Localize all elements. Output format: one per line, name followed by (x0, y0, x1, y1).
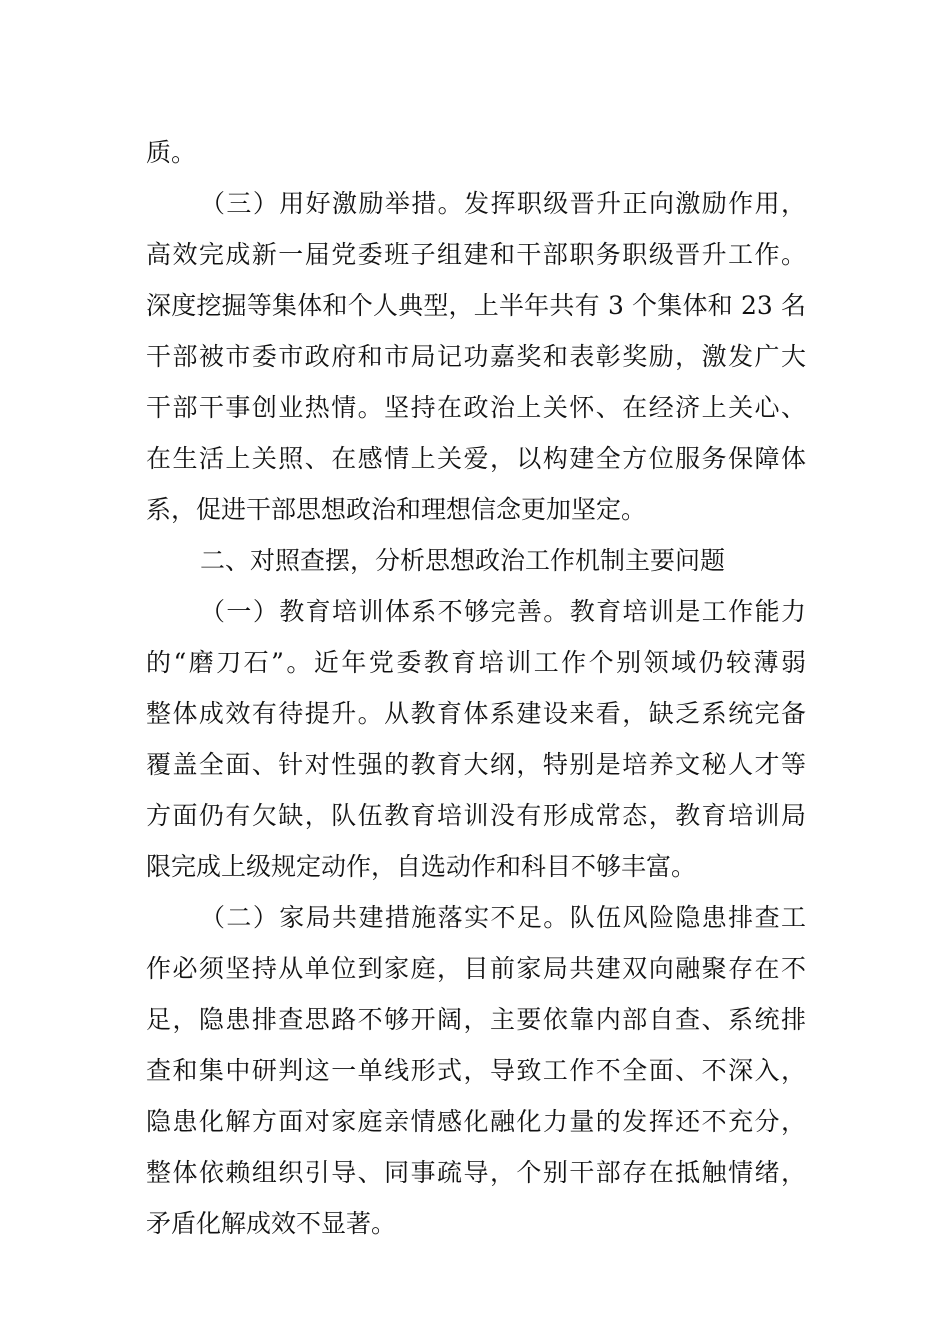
section-2-heading: 二、对照查摆，分析思想政治工作机制主要问题 (200, 546, 726, 575)
text-line-12: 整体成效有待提升。从教育体系建设来看，缺乏系统完备 (146, 699, 806, 728)
text-line-4: 深度挖掘等集体和个人典型，上半年共有 3 个集体和 23 名 (146, 291, 806, 320)
text-line-5: 干部被市委市政府和市局记功嘉奖和表彰奖励，激发广大 (146, 342, 806, 371)
text-line-7: 在生活上关照、在感情上关爱，以构建全方位服务保障体 (146, 444, 806, 473)
text-line-18: 足，隐患排查思路不够开阔，主要依靠内部自查、系统排 (146, 1005, 806, 1034)
text-line-3: 高效完成新一届党委班子组建和干部职务职级晋升工作。 (146, 240, 806, 269)
text-line-20: 隐患化解方面对家庭亲情感化融化力量的发挥还不充分， (146, 1107, 806, 1136)
subsection-1-heading-line: （一）教育培训体系不够完善。教育培训是工作能力 (200, 597, 806, 626)
text-line-22: 矛盾化解成效不显著。 (146, 1209, 397, 1238)
subsection-2-heading-line: （二）家局共建措施落实不足。队伍风险隐患排查工 (200, 903, 806, 932)
text-line-14: 方面仍有欠缺，队伍教育培训没有形成常态，教育培训局 (146, 801, 806, 830)
text-line-1: 质。 (146, 138, 197, 167)
section-3-heading-line: （三）用好激励举措。发挥职级晋升正向激励作用， (200, 189, 806, 218)
text-line-11: 的“磨刀石”。近年党委教育培训工作个别领域仍较薄弱 (146, 648, 806, 677)
text-line-17: 作必须坚持从单位到家庭，目前家局共建双向融聚存在不 (146, 954, 806, 983)
text-line-13: 覆盖全面、针对性强的教育大纲，特别是培养文秘人才等 (146, 750, 806, 779)
text-line-8: 系，促进干部思想政治和理想信念更加坚定。 (146, 495, 647, 524)
text-line-19: 查和集中研判这一单线形式，导致工作不全面、不深入， (146, 1056, 806, 1085)
text-line-21: 整体依赖组织引导、同事疏导，个别干部存在抵触情绪， (146, 1158, 806, 1187)
text-line-15: 限完成上级规定动作，自选动作和科目不够丰富。 (146, 852, 697, 881)
text-line-6: 干部干事创业热情。坚持在政治上关怀、在经济上关心、 (146, 393, 806, 422)
